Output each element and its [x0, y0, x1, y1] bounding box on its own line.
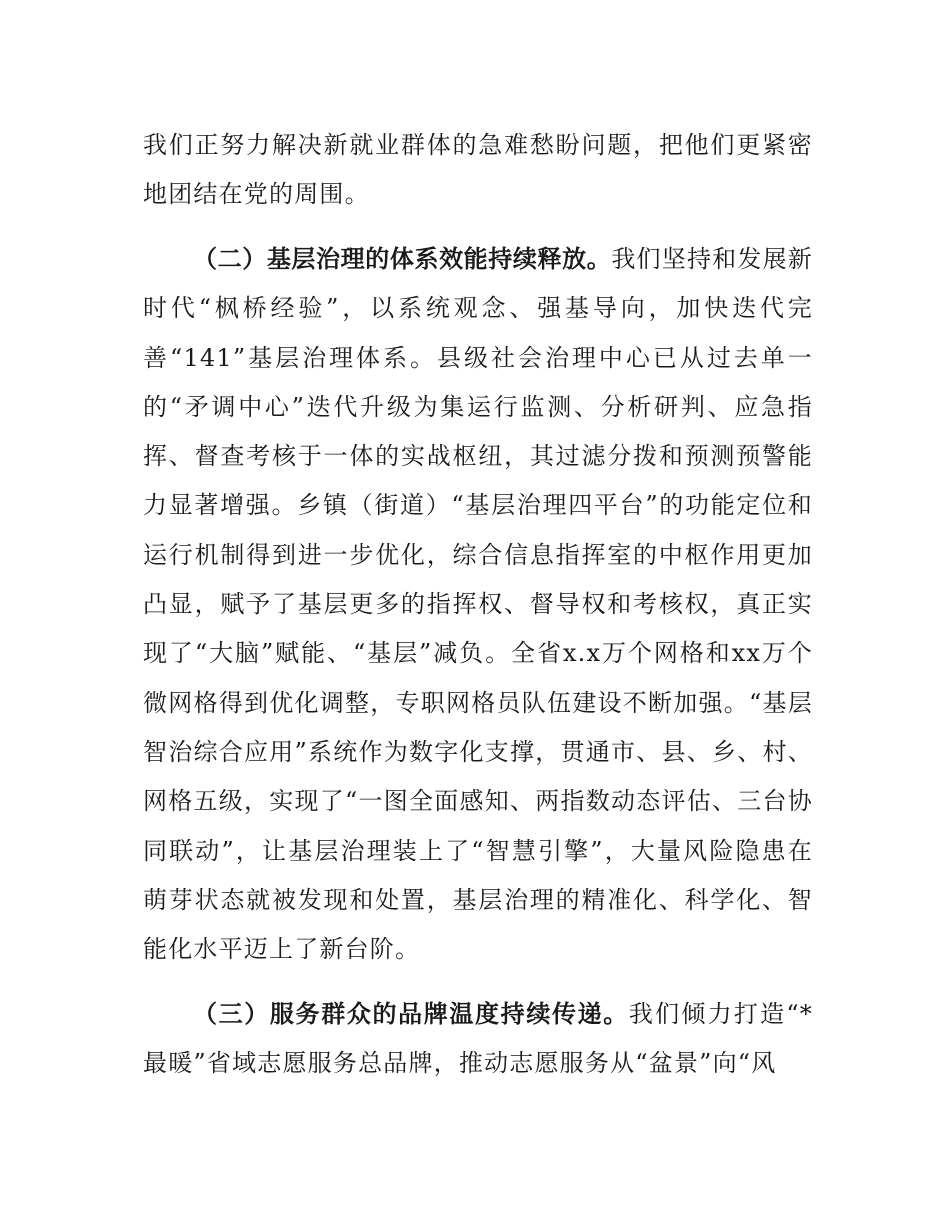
paragraph-3 [143, 990, 813, 1089]
paragraph-1-body: 我们正努力解决新就业群体的急难愁盼问题，把他们更紧密地团结在党的周围。 [143, 131, 813, 209]
paragraph-2-body: 我们坚持和发展新时代“枫桥经验”，以系统观念、强基导向，加快迭代完善“141”基层治理体系。县级社会治理中心已从过去单一的“矛调中心”迭代升级为集运行监测、分析研判、应急指挥、督查考核于一体的实战枢纽，其过滤分拨和预测预警能力显著增强。乡镇（街道）“基层治理四平台”的功能定位和运行机制得到进一步优化，综合信息指挥室的中枢作用更加凸显，赋予了基层更多的指挥权、督导权和考核权，真正实现了“大脑”赋能、“基层”减负。全省x.x万个网格和xx万个微网格得到优化调整，专职网格员队伍建设不断加强。“基层智治综合应用”系统作为数字化支撑，贯通市、县、乡、村、网格五级，实现了“一图全面感知、两指数动态评估、三台协同联动”，让基层治理装上了“智慧引擎”，大量风险隐患在萌芽状态就被发现和处置，基层治理的精准化、科学化、智能化水平迈上了新台阶。 [143, 245, 813, 964]
paragraph-2 [143, 235, 813, 974]
paragraph-1 [143, 121, 813, 220]
paragraph-2-heading: （二）基层治理的体系效能持续释放。 [193, 245, 612, 273]
paragraph-3-body: 我们倾力打造“*最暖”省域志愿服务总品牌，推动志愿服务从“盆景”向“风 [143, 1000, 814, 1078]
paragraph-3-heading: （三）服务群众的品牌温度持续传递。 [193, 1000, 629, 1028]
